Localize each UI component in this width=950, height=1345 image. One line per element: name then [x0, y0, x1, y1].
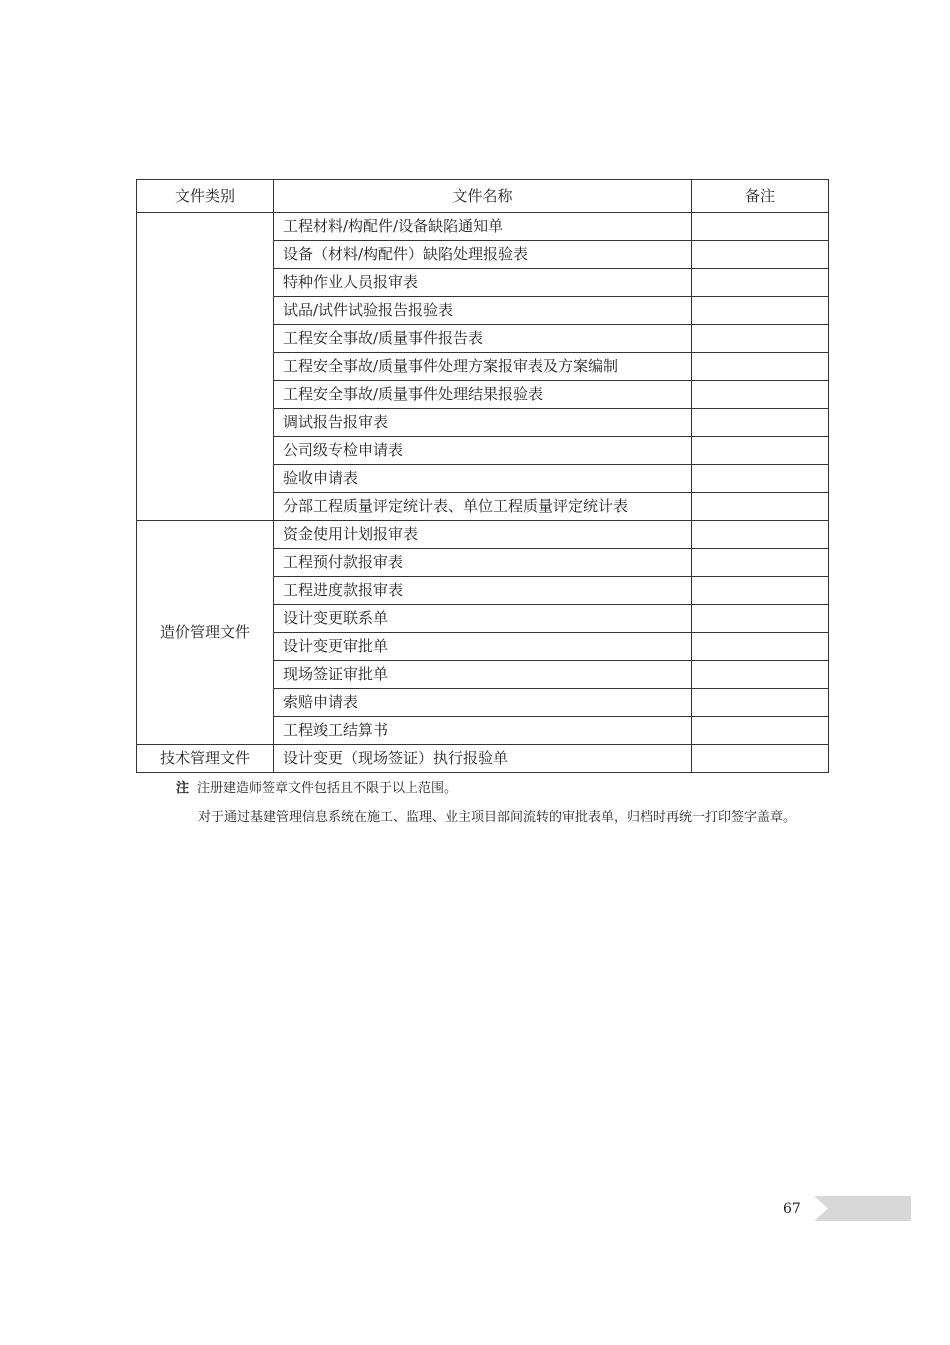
document-list-table: [136, 179, 829, 773]
file-name-cell: 试品/试件试验报告报验表: [274, 297, 692, 325]
file-name-cell: 工程安全事故/质量事件处理方案报审表及方案编制: [274, 353, 692, 381]
table-row: [137, 521, 829, 549]
file-name-cell: 工程安全事故/质量事件报告表: [274, 325, 692, 353]
file-name-cell: 特种作业人员报审表: [274, 269, 692, 297]
file-name-cell: 工程竣工结算书: [274, 717, 692, 745]
file-name-cell: 调试报告报审表: [274, 409, 692, 437]
remarks-cell: [692, 717, 829, 745]
table-row: [137, 745, 829, 773]
file-name-cell: 设备（材料/构配件）缺陷处理报验表: [274, 241, 692, 269]
page-number-tab-decoration: [814, 1196, 911, 1221]
file-name-cell: 工程预付款报审表: [274, 549, 692, 577]
page-number: 67: [783, 1201, 801, 1217]
table-header-row: [137, 180, 829, 213]
file-name-cell: 工程安全事故/质量事件处理结果报验表: [274, 381, 692, 409]
remarks-cell: [692, 689, 829, 717]
header-file-name: 文件名称: [274, 180, 692, 213]
file-name-cell: 现场签证审批单: [274, 661, 692, 689]
remarks-cell: [692, 213, 829, 241]
remarks-cell: [692, 633, 829, 661]
category-cell: 技术管理文件: [137, 745, 274, 773]
file-name-cell: 工程进度款报审表: [274, 577, 692, 605]
file-name-cell: 分部工程质量评定统计表、单位工程质量评定统计表: [274, 493, 692, 521]
remarks-cell: [692, 549, 829, 577]
table-note: [176, 780, 457, 798]
file-name-cell: 设计变更（现场签证）执行报验单: [274, 745, 692, 773]
file-name-cell: 工程材料/构配件/设备缺陷通知单: [274, 213, 692, 241]
file-name-cell: 索赔申请表: [274, 689, 692, 717]
remarks-cell: [692, 297, 829, 325]
file-name-cell: 设计变更审批单: [274, 633, 692, 661]
table-row: [137, 213, 829, 241]
remarks-cell: [692, 521, 829, 549]
remarks-cell: [692, 493, 829, 521]
remarks-cell: [692, 269, 829, 297]
category-cell: 造价管理文件: [137, 521, 274, 745]
table-body: [137, 213, 829, 773]
note-paragraph: 对于通过基建管理信息系统在施工、监理、业主项目部间流转的审批表单，归档时再统一打印签字盖章。: [198, 810, 797, 825]
note-text: 注册建造师签章文件包括且不限于以上范围。: [197, 781, 458, 796]
remarks-cell: [692, 577, 829, 605]
file-name-cell: 设计变更联系单: [274, 605, 692, 633]
category-cell: [137, 213, 274, 521]
remarks-cell: [692, 381, 829, 409]
remarks-cell: [692, 325, 829, 353]
remarks-cell: [692, 745, 829, 773]
remarks-cell: [692, 605, 829, 633]
file-name-cell: 验收申请表: [274, 465, 692, 493]
remarks-cell: [692, 437, 829, 465]
header-remarks: 备注: [692, 180, 829, 213]
remarks-cell: [692, 661, 829, 689]
remarks-cell: [692, 353, 829, 381]
remarks-cell: [692, 241, 829, 269]
file-name-cell: 资金使用计划报审表: [274, 521, 692, 549]
file-name-cell: 公司级专检申请表: [274, 437, 692, 465]
remarks-cell: [692, 465, 829, 493]
remarks-cell: [692, 409, 829, 437]
header-category: 文件类别: [137, 180, 274, 213]
note-label: 注: [176, 781, 190, 796]
